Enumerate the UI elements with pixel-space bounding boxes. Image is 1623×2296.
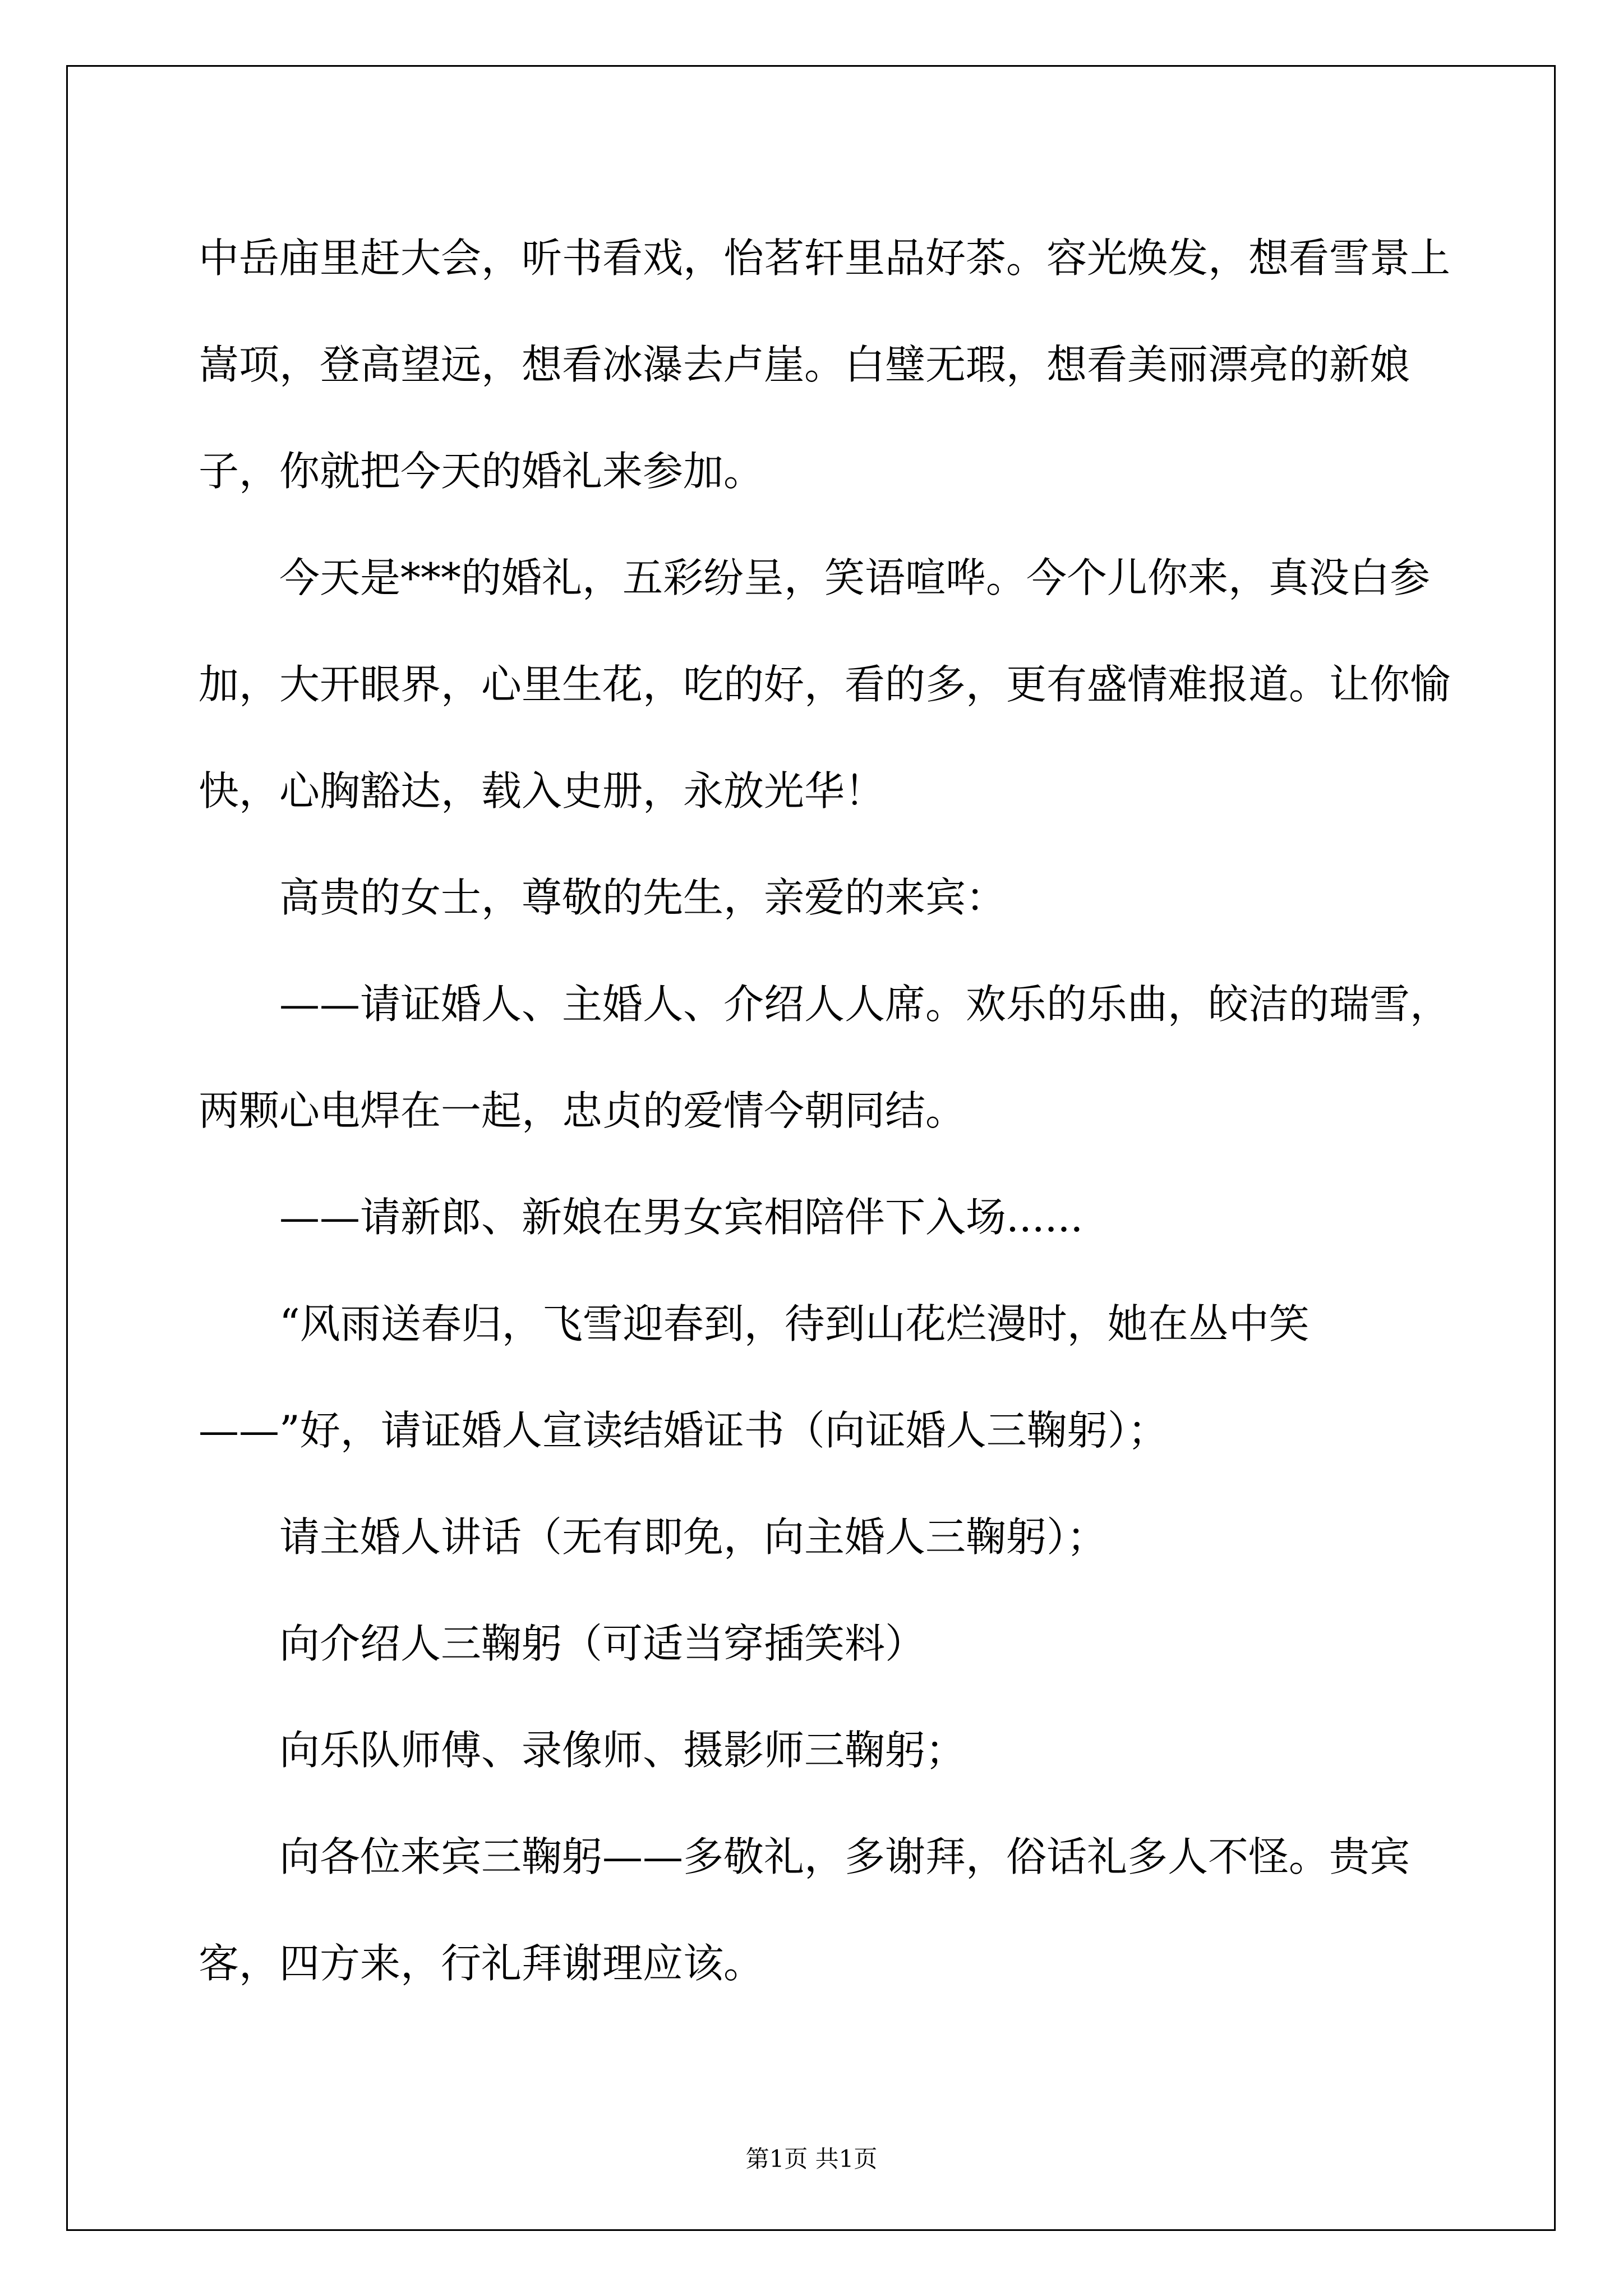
paragraph-4: ——请证婚人、主婚人、介绍人人席。欢乐的乐曲，皎洁的瑞雪，两颗心电焊在一起，忠贞的爱情今朝同结。 [199, 981, 1451, 1134]
paragraph-7: 请主婚人讲话（无有即免，向主婚人三鞠躬）； [279, 1513, 1108, 1561]
paragraph-5: ——请新郎、新娘在男女宾相陪伴下入场...... [279, 1194, 1083, 1241]
page-number-footer: 第1页 共1页 [745, 2145, 878, 2173]
paragraph-10: 向各位来宾三鞠躬——多敬礼，多谢拜，俗话礼多人不怪。贵宾客，四方来，行礼拜谢理应该。 [199, 1833, 1410, 1987]
paragraph-8: 向介绍人三鞠躬（可适当穿插笑料） [279, 1620, 926, 1667]
paragraph-2: 今天是***的婚礼，五彩纷呈，笑语喧哗。今个儿你来，真没白参加，大开眼界，心里生花，吃的好，看的多，更有盛情难报道。让你愉快，心胸豁达，载入史册，永放光华！ [199, 554, 1451, 815]
paragraph-3: 高贵的女士，尊敬的先生，亲爱的来宾： [279, 874, 1007, 921]
paragraph-6: “风雨送春归，飞雪迎春到，待到山花烂漫时，她在丛中笑——”好，请证婚人宣读结婚证书（向证婚人三鞠躬）； [199, 1300, 1310, 1454]
paragraph-9: 向乐队师傅、录像师、摄影师三鞠躬； [279, 1727, 966, 1774]
paragraph-1: 中岳庙里赶大会，听书看戏，怡茗轩里品好茶。容光焕发，想看雪景上嵩项，登高望远，想看冰瀑去卢崖。白璧无瑕，想看美丽漂亮的新娘子，你就把今天的婚礼来参加。 [199, 234, 1451, 495]
document-body [199, 205, 1460, 2017]
